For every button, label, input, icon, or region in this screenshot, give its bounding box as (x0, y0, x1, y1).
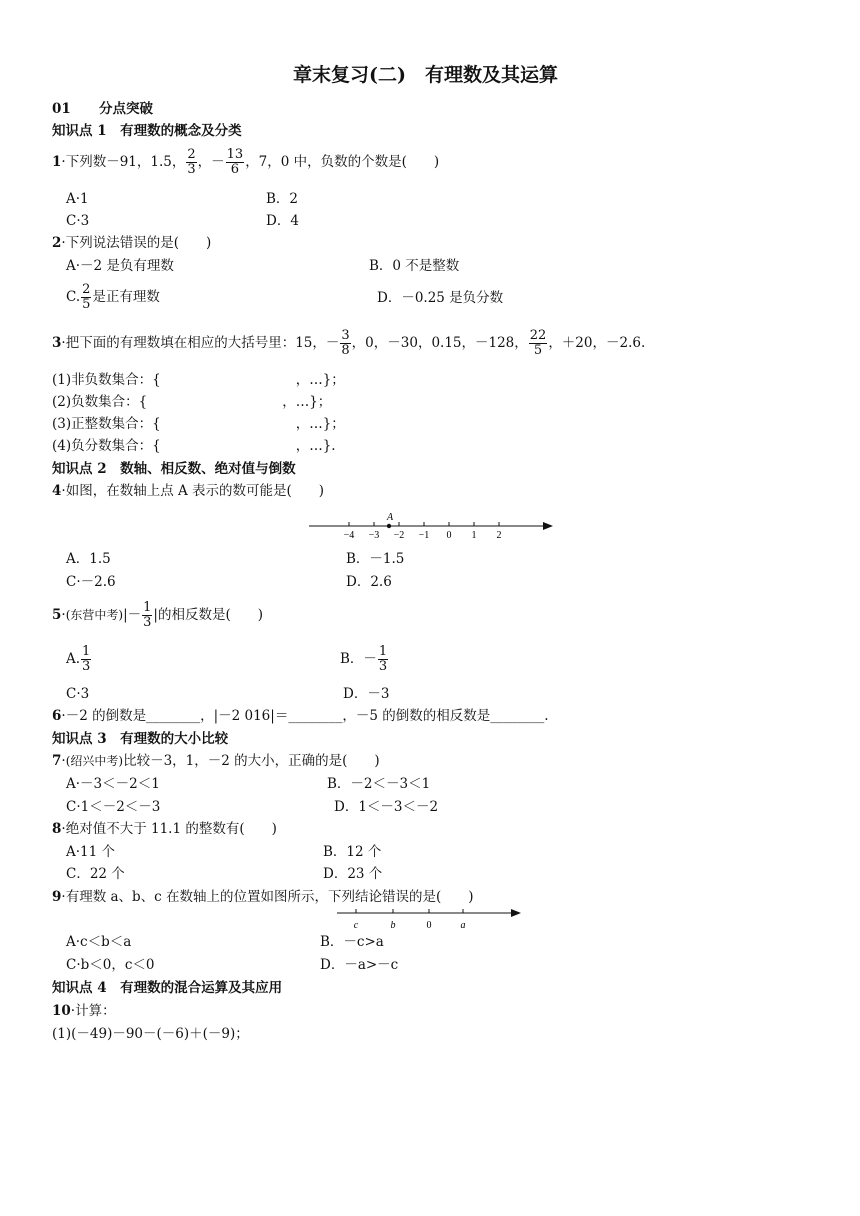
q2-option-d: D．－0.25 是负分数 (377, 290, 504, 306)
q3-text-c: ，＋20，－2.6. (548, 335, 646, 351)
q5-option-c: C·3 (66, 686, 90, 702)
knowledge-heading-2: 知识点 2 数轴、相反数、绝对值与倒数 (52, 461, 296, 477)
q4-tick-label: −1 (418, 530, 430, 541)
q10-number: 10 (52, 1003, 71, 1019)
q4-text: ·如图，在数轴上点 A 表示的数可能是( ) (61, 483, 325, 499)
q7-number: 7 (52, 753, 62, 769)
q4-tick-label: −3 (368, 530, 380, 541)
question-8 (52, 820, 277, 838)
q4-option-a: A．1.5 (66, 551, 111, 567)
q4-tick-label: −2 (393, 530, 405, 541)
q3-number: 3 (52, 335, 62, 351)
q6-text: ·－2 的倒数是________，|－2 016|＝________，－5 的倒数的相反数是________. (61, 708, 549, 724)
q4-option-c: C·－2.6 (66, 574, 116, 590)
q7-option-c: C·1＜－2＜－3 (66, 799, 161, 815)
q1-number: 1 (52, 154, 62, 170)
q7-source: (绍兴中考) (65, 754, 124, 768)
q9-tick-label: a (460, 920, 466, 931)
knowledge-heading-4: 知识点 4 有理数的混合运算及其应用 (52, 980, 283, 996)
question-5: 5·(东营中考)|－ $\frac{1}{3}$ |的相反数是( ) (52, 600, 264, 630)
q4-tick-label: 1 (471, 530, 477, 541)
q9-option-a: A·c＜b＜a (66, 934, 132, 950)
q9-option-b: B．－c>a (320, 934, 384, 950)
q3-set-3: (3)正整数集合：{ ，…}； (52, 416, 345, 432)
q1-text-b: ，－ (197, 154, 225, 170)
q4-number: 4 (52, 483, 62, 499)
knowledge-heading-1: 知识点 1 有理数的概念及分类 (52, 123, 242, 139)
question-4 (52, 482, 324, 500)
q9-number: 9 (52, 889, 62, 905)
q4-option-d: D．2.6 (346, 574, 392, 590)
q3-set-4: (4)负分数集合：{ ，…}. (52, 438, 336, 454)
q6-number: 6 (52, 708, 62, 724)
q2-option-b: B．0 不是整数 (369, 258, 460, 274)
question-7: 7·(绍兴中考)比较－3，1，－2 的大小，正确的是( ) (52, 753, 380, 769)
q5-option-a: A. $\frac{1}{3}$ (66, 644, 91, 674)
q2-number: 2 (52, 235, 62, 251)
q8-option-c: C．22 个 (66, 866, 125, 882)
page-title: 章末复习(二) 有理数及其运算 (293, 64, 558, 86)
q10-subquestion-1: (1)(－49)－90－(－6)＋(－9)； (52, 1026, 249, 1042)
q2-option-c: C. $\frac{2}{5}$ 是正有理数 (66, 282, 160, 312)
q10-text: ·计算： (70, 1003, 116, 1019)
q2-option-a: A·－2 是负有理数 (66, 258, 174, 274)
q9-option-d: D．－a>－c (320, 957, 399, 973)
q8-option-b: B．12 个 (323, 844, 382, 860)
question-9 (52, 888, 474, 906)
q3-text-a: ·把下面的有理数填在相应的大括号里：15，－ (61, 335, 340, 351)
q8-text: ·绝对值不大于 11.1 的整数有( ) (61, 821, 277, 837)
q1-option-c: C·3 (66, 213, 90, 229)
q3-fraction-2: $\frac{22}{5}$ (529, 328, 547, 358)
q3-set-2: (2)负数集合：{ ，…}； (52, 394, 332, 410)
q5-number: 5 (52, 607, 62, 623)
q9-option-c: C·b＜0，c＜0 (66, 957, 155, 973)
q1-fraction-2: $\frac{13}{6}$ (226, 147, 244, 177)
q9-tick-label: c (353, 920, 359, 931)
question-3 (52, 329, 645, 358)
q4-point-a (387, 524, 391, 528)
q5-source: (东营中考) (65, 608, 124, 622)
q1-text-a: ·下列数－91，1.5， (61, 154, 186, 170)
q5-option-b: B．－ $\frac{1}{3}$ (340, 644, 388, 674)
q7-option-b: B．－2＜－3＜1 (327, 776, 431, 792)
q9-text: ·有理数 a、b、c 在数轴上的位置如图所示，下列结论错误的是( ) (61, 889, 474, 905)
q4-tick-label: −4 (343, 530, 355, 541)
q4-number-line (305, 508, 560, 542)
knowledge-heading-3: 知识点 3 有理数的大小比较 (52, 731, 229, 747)
q9-tick-label: 0 (426, 920, 432, 931)
question-6 (52, 707, 549, 725)
q7-text: 比较－3，1，－2 的大小，正确的是( ) (123, 753, 380, 769)
q1-fraction-1: $\frac{2}{3}$ (187, 147, 196, 177)
q4-tick-label: 2 (496, 530, 502, 541)
q1-text-c: ，7，0 中，负数的个数是( ) (245, 154, 440, 170)
q7-option-a: A·－3＜－2＜1 (66, 776, 160, 792)
q8-option-d: D．23 个 (323, 866, 383, 882)
q4-point-label: A (387, 512, 394, 523)
section-number: 01 (52, 101, 71, 117)
question-10 (52, 1002, 116, 1020)
q8-option-a: A·11 个 (66, 844, 116, 860)
section-label: 分点突破 (99, 101, 153, 117)
q9-tick-label: b (390, 920, 396, 931)
q5-option-d: D．－3 (343, 686, 390, 702)
q4-option-b: B．－1.5 (346, 551, 405, 567)
q2-text: ·下列说法错误的是( ) (61, 235, 212, 251)
q3-text-b: ，0，－30，0.15，－128， (351, 335, 528, 351)
q9-number-line (333, 906, 528, 934)
q1-option-a: A·1 (66, 191, 89, 207)
question-2 (52, 234, 211, 252)
q3-fraction-1: $\frac{3}{8}$ (341, 328, 350, 358)
q4-tick-label: 0 (446, 530, 452, 541)
q8-number: 8 (52, 821, 62, 837)
q1-option-d: D．4 (266, 213, 299, 229)
question-1 (52, 148, 439, 177)
q1-option-b: B．2 (266, 191, 299, 207)
q3-set-1: (1)非负数集合：{ ，…}； (52, 372, 345, 388)
q7-option-d: D．1＜－3＜－2 (334, 799, 439, 815)
